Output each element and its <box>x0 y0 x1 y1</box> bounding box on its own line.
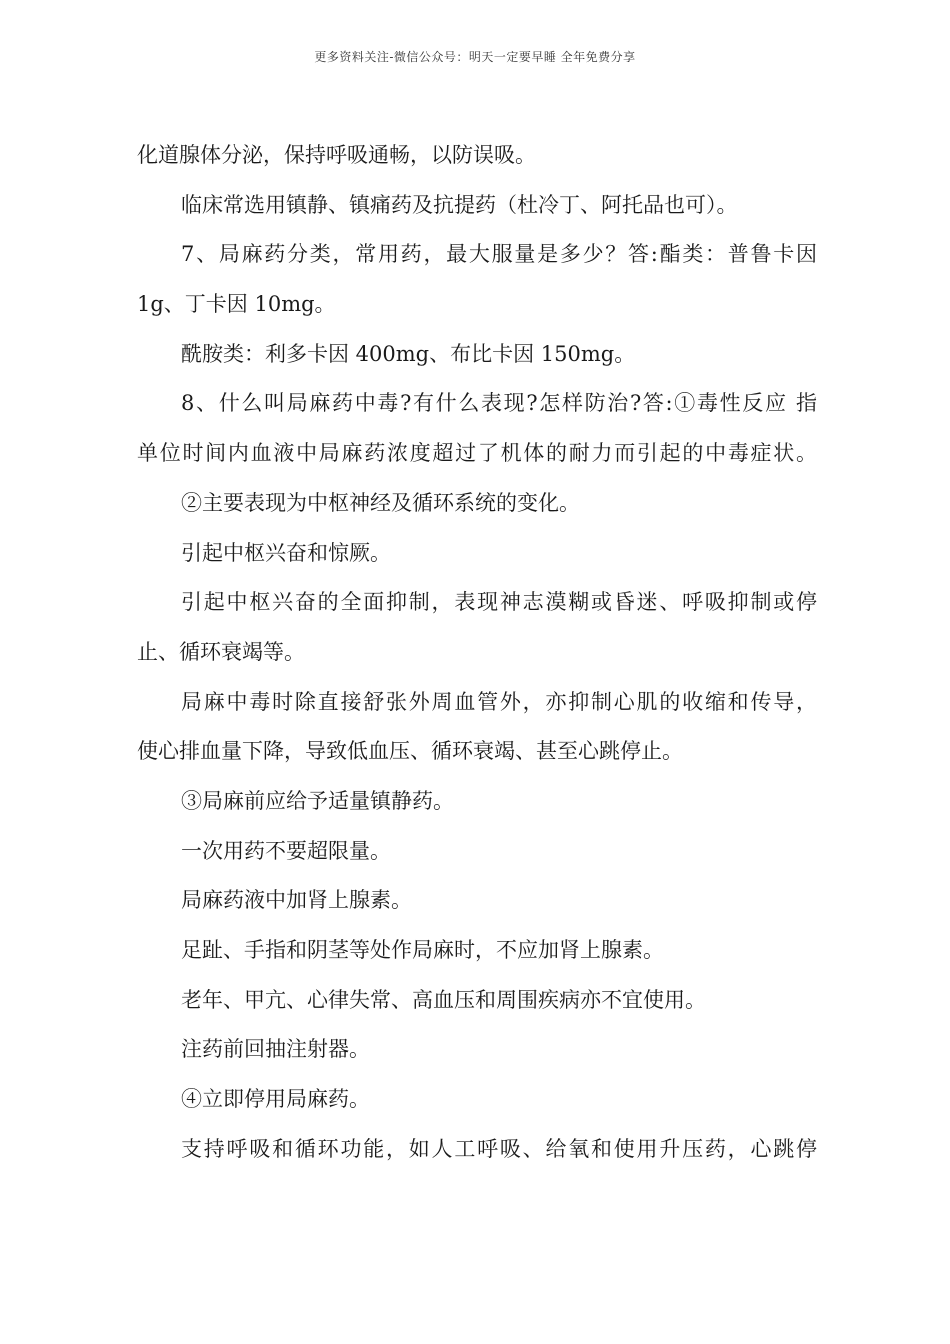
text-line: 8、什么叫局麻药中毒?有什么表现?怎样防治?答:①毒性反应 指 <box>181 391 817 416</box>
text-line: 一次用药不要超限量。 <box>181 838 391 863</box>
text-line: 老年、甲亢、心律失常、高血压和周围疾病亦不宜使用。 <box>181 987 706 1012</box>
text-line: 使心排血量下降，导致低血压、循环衰竭、甚至心跳停止。 <box>137 739 683 764</box>
text-line: 单位时间内血液中局麻药浓度超过了机体的耐力而引起的中毒症状。 <box>137 441 817 466</box>
text-line: 止、循环衰竭等。 <box>137 639 305 664</box>
text-line: 酰胺类：利多卡因 400mg、布比卡因 150mg。 <box>181 341 636 366</box>
text-line: 局麻药液中加肾上腺素。 <box>181 888 412 913</box>
text-line: ②主要表现为中枢神经及循环系统的变化。 <box>181 490 580 515</box>
document-body <box>137 131 817 1174</box>
text-line: 注药前回抽注射器。 <box>181 1037 370 1062</box>
text-line: 化道腺体分泌，保持呼吸通畅，以防误吸。 <box>137 143 536 167</box>
text-line: 支持呼吸和循环功能，如人工呼吸、给氧和使用升压药，心跳停 <box>181 1136 817 1161</box>
text-line: 局麻中毒时除直接舒张外周血管外，亦抑制心肌的收缩和传导， <box>181 689 817 714</box>
text-line: ③局麻前应给予适量镇静药。 <box>181 788 454 813</box>
text-line: 临床常选用镇静、镇痛药及抗提药（杜冷丁、阿托品也可）。 <box>181 192 738 217</box>
text-line: 7、局麻药分类，常用药，最大服量是多少？答:酯类：普鲁卡因 <box>181 242 817 267</box>
text-line: 1g、丁卡因 10mg。 <box>137 292 336 317</box>
text-line: 足趾、手指和阴茎等处作局麻时，不应加肾上腺素。 <box>181 938 664 962</box>
text-line: ④立即停用局麻药。 <box>181 1087 370 1112</box>
text-line: 引起中枢兴奋和惊厥。 <box>181 540 391 565</box>
text-line: 引起中枢兴奋的全面抑制，表现神志漠糊或昏迷、呼吸抑制或停 <box>181 590 817 615</box>
page-header: 更多资料关注-微信公众号：明天一定要早睡 全年免费分享 <box>314 50 636 64</box>
